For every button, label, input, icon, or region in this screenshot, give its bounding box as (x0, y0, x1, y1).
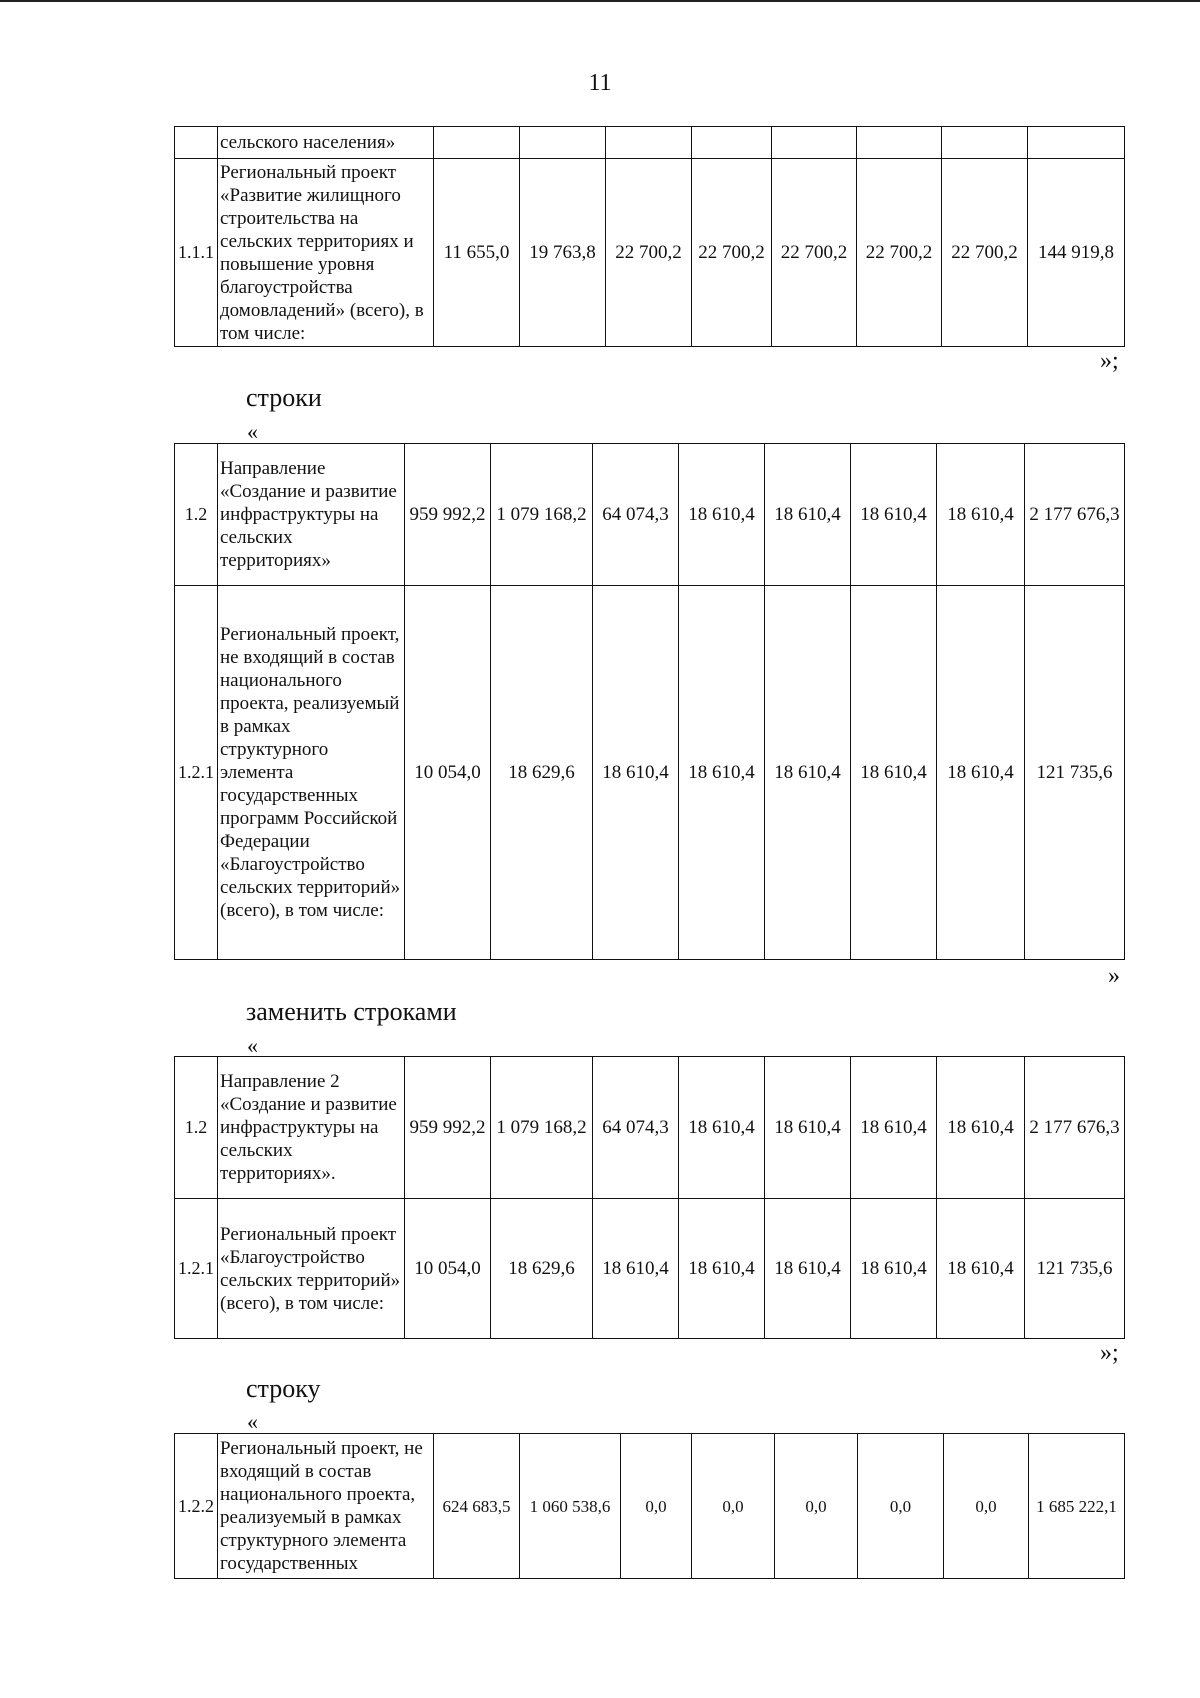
value-cell: 22 700,2 (772, 159, 857, 347)
value-cell: 18 610,4 (679, 444, 765, 586)
value-cell (942, 127, 1028, 159)
section-heading-2: заменить строками (246, 997, 457, 1026)
value-cell (606, 127, 692, 159)
row-code: 1.2 (175, 1057, 218, 1199)
row-code: 1.2.2 (175, 1434, 218, 1579)
scan-edge (0, 0, 1200, 2)
value-cell: 0,0 (858, 1434, 944, 1579)
value-cell: 22 700,2 (606, 159, 692, 347)
row-description: Направление «Создание и развитие инфраструктуры на сельских территориях» (218, 444, 405, 586)
value-cell: 18 610,4 (765, 444, 851, 586)
section-heading-1: строки (246, 383, 322, 412)
value-cell: 18 610,4 (679, 1057, 765, 1199)
opening-quote-mark: « (247, 1409, 258, 1434)
value-cell: 18 610,4 (937, 444, 1025, 586)
value-cell: 18 610,4 (765, 1199, 851, 1339)
page-number: 11 (588, 70, 612, 96)
value-cell: 18 610,4 (593, 1199, 679, 1339)
row-description: Региональный проект «Развитие жилищного строительства на сельских территориях и повышение уровня благоустройства домовладений» (всего), в том числе: (218, 159, 434, 347)
table-row (175, 1434, 1125, 1579)
value-cell: 624 683,5 (434, 1434, 520, 1579)
row-code: 1.2 (175, 444, 218, 586)
value-cell: 144 919,8 (1028, 159, 1125, 347)
value-cell: 0,0 (944, 1434, 1029, 1579)
table-row (175, 1057, 1125, 1199)
value-cell: 959 992,2 (405, 444, 491, 586)
value-cell: 18 610,4 (937, 586, 1025, 960)
value-cell: 64 074,3 (593, 444, 679, 586)
value-cell: 22 700,2 (692, 159, 772, 347)
value-cell (857, 127, 942, 159)
value-cell: 10 054,0 (405, 586, 491, 960)
value-cell: 0,0 (692, 1434, 775, 1579)
value-cell (434, 127, 520, 159)
value-cell: 18 610,4 (937, 1199, 1025, 1339)
table-row (175, 127, 1125, 159)
value-cell: 18 610,4 (851, 586, 937, 960)
table-2 (174, 443, 1125, 960)
value-cell: 11 655,0 (434, 159, 520, 347)
value-cell: 2 177 676,3 (1025, 1057, 1125, 1199)
value-cell: 18 610,4 (765, 1057, 851, 1199)
table-row (175, 159, 1125, 347)
value-cell: 18 610,4 (679, 586, 765, 960)
opening-quote-mark: « (247, 1033, 258, 1058)
value-cell: 0,0 (775, 1434, 858, 1579)
value-cell: 10 054,0 (405, 1199, 491, 1339)
value-cell: 22 700,2 (857, 159, 942, 347)
row-description: Направление 2 «Создание и развитие инфраструктуры на сельских территориях». (218, 1057, 405, 1199)
row-description: Региональный проект «Благоустройство сельских территорий» (всего), в том числе: (218, 1199, 405, 1339)
value-cell: 18 610,4 (851, 1057, 937, 1199)
value-cell: 64 074,3 (593, 1057, 679, 1199)
table-4 (174, 1433, 1125, 1579)
value-cell: 1 060 538,6 (520, 1434, 621, 1579)
value-cell (1028, 127, 1125, 159)
table-row (175, 586, 1125, 960)
table-1 (174, 126, 1125, 347)
table-row (175, 444, 1125, 586)
value-cell: 18 610,4 (765, 586, 851, 960)
value-cell: 0,0 (621, 1434, 692, 1579)
value-cell: 959 992,2 (405, 1057, 491, 1199)
row-code (175, 127, 218, 159)
value-cell: 18 610,4 (851, 444, 937, 586)
table-3 (174, 1056, 1125, 1339)
value-cell: 1 079 168,2 (491, 1057, 593, 1199)
value-cell: 121 735,6 (1025, 1199, 1125, 1339)
row-code: 1.1.1 (175, 159, 218, 347)
value-cell: 18 610,4 (851, 1199, 937, 1339)
row-description: сельского населения» (218, 127, 434, 159)
closing-quote-mark: » (1108, 963, 1120, 989)
value-cell: 22 700,2 (942, 159, 1028, 347)
value-cell: 121 735,6 (1025, 586, 1125, 960)
value-cell (692, 127, 772, 159)
value-cell (772, 127, 857, 159)
value-cell (520, 127, 606, 159)
value-cell: 18 610,4 (593, 586, 679, 960)
value-cell: 2 177 676,3 (1025, 444, 1125, 586)
row-description: Региональный проект, не входящий в состав национального проекта, реализуемый в рамках структурного элемента государственных (218, 1434, 434, 1579)
table-row (175, 1199, 1125, 1339)
opening-quote-mark: « (247, 419, 258, 444)
closing-quote-mark: »; (1100, 348, 1119, 374)
value-cell: 19 763,8 (520, 159, 606, 347)
value-cell: 18 629,6 (491, 1199, 593, 1339)
row-code: 1.2.1 (175, 586, 218, 960)
row-description: Региональный проект, не входящий в состав национального проекта, реализуемый в рамках структурного элемента государственных программ Российской Федерации «Благоустройство сельских территорий» (всего), в том числе: (218, 586, 405, 960)
value-cell: 18 610,4 (679, 1199, 765, 1339)
value-cell: 18 610,4 (937, 1057, 1025, 1199)
row-code: 1.2.1 (175, 1199, 218, 1339)
closing-quote-mark: »; (1100, 1340, 1119, 1366)
value-cell: 18 629,6 (491, 586, 593, 960)
value-cell: 1 685 222,1 (1029, 1434, 1125, 1579)
value-cell: 1 079 168,2 (491, 444, 593, 586)
section-heading-3: строку (246, 1374, 321, 1403)
